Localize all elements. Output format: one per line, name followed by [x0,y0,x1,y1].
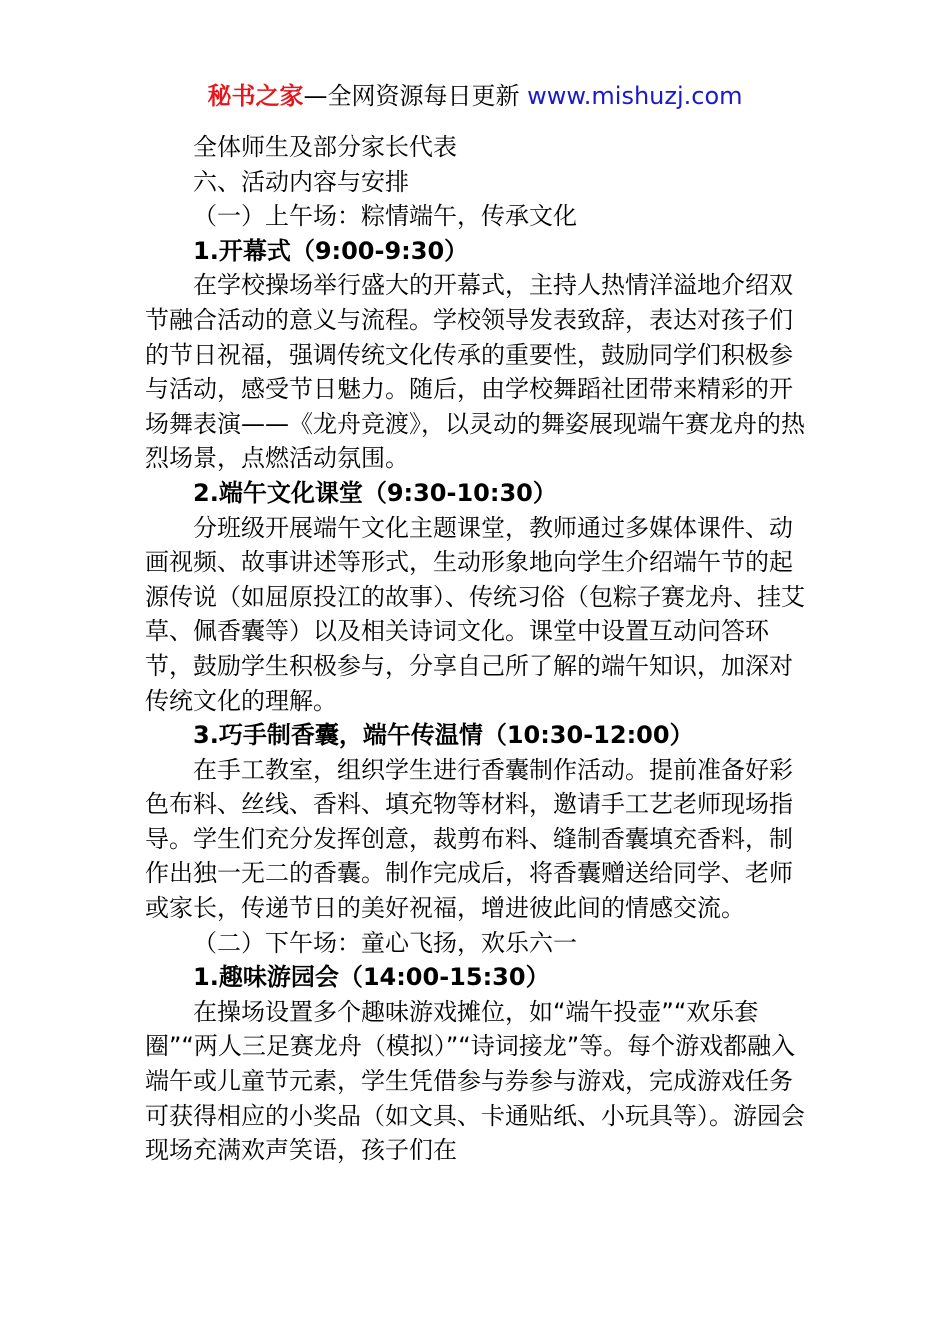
item-heading-opening: 1.开幕式（9:00-9:30） [193,236,469,265]
section-heading: 六、活动内容与安排 [193,167,409,196]
site-url[interactable]: www.mishuzj.com [527,82,743,110]
paragraph-sachet: 在手工教室，组织学生进行香囊制作活动。提前准备好彩色布料、丝线、香料、填充物等材料，邀请手工艺老师现场指导。学生们充分发挥创意，裁剪布料、缝制香囊填充香料，制作出独一无二的香囊。制作完成后，将香囊赠送给同学、老师或家长，传递节日的美好祝福，增进彼此间的情感交流。 [145,755,793,923]
paragraph-garden-party: 在操场设置多个趣味游戏摊位，如“端午投壶”“欢乐套圈”“两人三足赛龙舟（模拟）”“诗词接龙”等。每个游戏都融入端午或儿童节元素，学生凭借参与券参与游戏，完成游戏任务可获得相应的小奖品（如文具、卡通贴纸、小玩具等）。游园会现场充满欢声笑语，孩子们在 [145,997,805,1165]
item-heading-garden-party: 1.趣味游园会（14:00-15:30） [193,963,550,992]
paragraph-opening: 在学校操场举行盛大的开幕式，主持人热情洋溢地介绍双节融合活动的意义与流程。学校领导发表致辞，表达对孩子们的节日祝福，强调传统文化传承的重要性，鼓励同学们积极参与活动，感受节日魅力。随后，由学校舞蹈社团带来精彩的开场舞表演——《龙舟竞渡》，以灵动的舞姿展现端午赛龙舟的热烈场景，点燃活动氛围。 [145,271,805,473]
subsection-afternoon: （二）下午场：童心飞扬，欢乐六一 [193,928,577,957]
subsection-morning: （一）上午场：粽情端午，传承文化 [193,202,577,231]
site-header [0,80,950,112]
item-heading-sachet: 3.巧手制香囊，端午传温情（10:30-12:00） [193,721,694,750]
document-body [145,130,815,1168]
participants-line: 全体师生及部分家长代表 [193,133,457,161]
item-heading-culture-class: 2.端午文化课堂（9:30-10:30） [193,478,557,507]
site-tagline: —全网资源每日更新 [303,82,528,110]
site-brand: 秘书之家 [207,82,304,110]
paragraph-culture-class: 分班级开展端午文化主题课堂，教师通过多媒体课件、动画视频、故事讲述等形式，生动形象地向学生介绍端午节的起源传说（如屈原投江的故事）、传统习俗（包粽子赛龙舟、挂艾草、佩香囊等）以及相关诗词文化。课堂中设置互动问答环节，鼓励学生积极参与，分享自己所了解的端午知识，加深对传统文化的理解。 [145,513,805,715]
